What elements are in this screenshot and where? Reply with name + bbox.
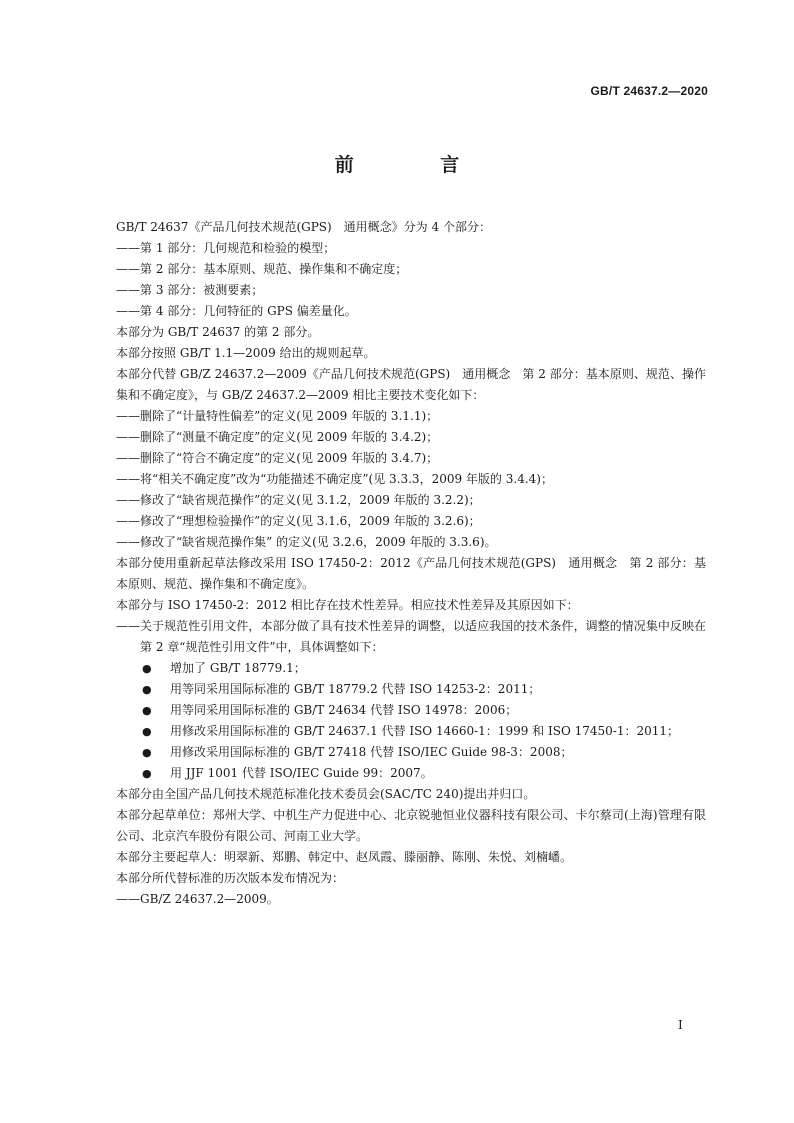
paragraph: 本部分按照 GB/T 1.1—2009 给出的规则起草。 [116,346,376,360]
paragraph: 本部分与 ISO 17450-2：2012 相比存在技术性差异。相应技术性差异及其原因如下： [116,598,579,612]
foreword-body [92,217,706,910]
list-item: ——删除了“测量不确定度”的定义(见 2009 年版的 3.4.2)； [116,430,439,444]
list-item: ——修改了“理想检验操作”的定义(见 3.1.6，2009 年版的 3.2.6)； [116,514,481,528]
document-code-header: GB/T 24637.2—2020 [590,84,708,98]
list-item: ——删除了“符合不确定度”的定义(见 2009 年版的 3.4.7)； [116,451,439,465]
bullet-text: 用等同采用国际标准的 GB/T 24634 代替 ISO 14978：2006； [170,703,518,717]
paragraph: 本部分使用重新起草法修改采用 ISO 17450-2：2012《产品几何技术规范(GPS) 通用概念 第 2 部分：基本原则、规范、操作集和不确定度》。 [116,556,706,591]
list-item: ——修改了“缺省规范操作集” 的定义(见 3.2.6，2009 年版的 3.3.6)。 [116,535,497,549]
paragraph: GB/T 24637《产品几何技术规范(GPS) 通用概念》分为 4 个部分： [116,220,491,234]
bullet-item [92,700,706,721]
bullet-text: 用修改采用国际标准的 GB/T 24637.1 代替 ISO 14660-1：1999 和 ISO 17450-1：2011； [170,724,679,738]
paragraph: 本部分由全国产品几何技术规范标准化技术委员会(SAC/TC 240)提出并归口。 [116,787,536,801]
list-item: ——第 3 部分：被测要素； [116,283,264,297]
list-item: ——GB/Z 24637.2—2009。 [116,892,279,906]
list-item: ——将“相关不确定度”改为“功能描述不确定度”(见 3.3.3，2009 年版的 3.4.4)； [116,472,553,486]
bullet-icon: ● [142,746,152,759]
bullet-icon: ● [142,725,152,738]
page-number: I [678,1018,683,1032]
bullet-text: 用等同采用国际标准的 GB/T 18779.2 代替 ISO 14253-2：2011； [170,682,541,696]
bullet-icon: ● [142,683,152,696]
page-title: 前 言 [334,154,500,176]
bullet-item [92,679,706,700]
bullet-icon: ● [142,767,152,780]
paragraph: 本部分主要起草人：明翠新、郑鹏、韩定中、赵凤霞、滕丽静、陈刚、朱悦、刘楠嶓。 [116,850,573,864]
list-item: ——第 1 部分：几何规范和检验的模型； [116,241,336,255]
bullet-text: 增加了 GB/T 18779.1； [170,661,306,675]
paragraph: 本部分代替 GB/Z 24637.2—2009《产品几何技术规范(GPS) 通用概念 第 2 部分：基本原则、规范、操作集和不确定度》，与 GB/Z 24637.2—2009 相比主要技术变化如下： [116,367,706,402]
list-item: ——关于规范性引用文件，本部分做了具有技术性差异的调整，以适应我国的技术条件，调整的情况集中反映在第 2 章“规范性引用文件”中，具体调整如下： [116,619,706,654]
list-item: ——第 4 部分：几何特征的 GPS 偏差量化。 [116,304,357,318]
bullet-icon: ● [142,662,152,675]
bullet-item [92,742,706,763]
bullet-text: 用修改采用国际标准的 GB/T 27418 代替 ISO/IEC Guide 98-3：2008； [170,745,573,759]
bullet-item [92,721,706,742]
bullet-item [92,763,706,784]
paragraph: 本部分为 GB/T 24637 的第 2 部分。 [116,325,320,339]
paragraph: 本部分所代替标准的历次版本发布情况为： [116,871,345,885]
paragraph: 本部分起草单位：郑州大学、中机生产力促进中心、北京锐驰恒业仪器科技有限公司、卡尔蔡司(上海)管理有限公司、北京汽车股份有限公司、河南工业大学。 [116,808,706,843]
list-item: ——第 2 部分：基本原则、规范、操作集和不确定度； [116,262,408,276]
list-item: ——修改了“缺省规范操作”的定义(见 3.1.2，2009 年版的 3.2.2)； [116,493,481,507]
bullet-item [92,658,706,679]
list-item: ——删除了“计量特性偏差”的定义(见 2009 年版的 3.1.1)； [116,409,439,423]
bullet-text: 用 JJF 1001 代替 ISO/IEC Guide 99：2007。 [170,766,433,780]
bullet-icon: ● [142,704,152,717]
